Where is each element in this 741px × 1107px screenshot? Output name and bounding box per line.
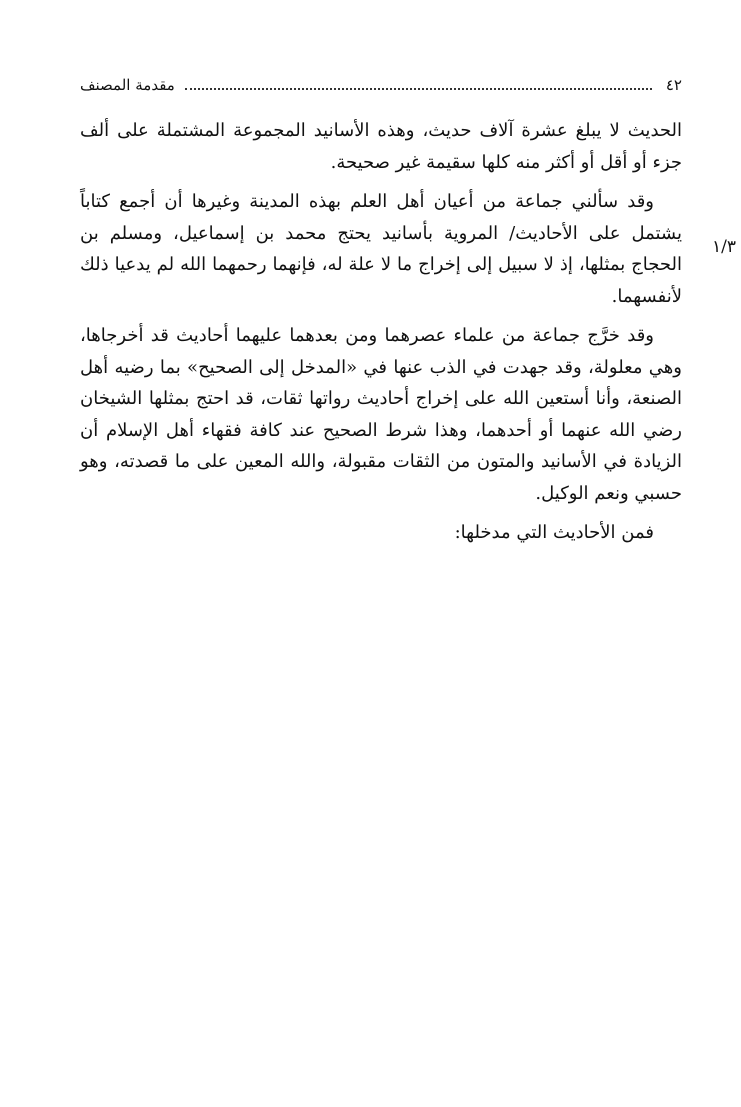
margin-folio-note: ١/٣ [712,237,736,257]
paragraph-1: الحديث لا يبلغ عشرة آلاف حديث، وهذه الأسانيد المجموعة المشتملة على ألف جزء أو أقل أو أكثر منه كلها سقيمة غير صحيحة. [80,120,682,173]
body-text [80,115,682,557]
running-title: مقدمة المصنف [80,76,175,94]
paragraph-4: فمن الأحاديث التي مدخلها: [454,522,654,543]
paragraph-2: وقد سألني جماعة من أعيان أهل العلم بهذه المدينة وغيرها أن أجمع كتاباً يشتمل على الأحاديث/ المروية بأسانيد يحتج محمد بن إسماعيل، ومسلم بن الحجاج بمثلها، إذ لا سبيل إلى إخراج ما لا علة له، فإنهما رحمهما الله لم يدعيا ذلك لأنفسهما. [80,191,682,307]
page-number: ٤٢ [665,76,682,94]
header-dotted-leader [185,88,652,90]
paragraph-3: وقد خرَّج جماعة من علماء عصرهما ومن بعدهما عليهما أحاديث قد أخرجاها، وهي معلولة، وقد جهدت في الذب عنها في «المدخل إلى الصحيح» بما رضيه أهل الصنعة، وأنا أستعين الله على إخراج أحاديث رواتها ثقات، قد احتج بمثلها الشيخان رضي الله عنهما أو أحدهما، وهذا شرط الصحيح عند كافة فقهاء أهل الإسلام أن الزيادة في الأسانيد والمتون من الثقات مقبولة، والله المعين على ما قصدته، وهو حسبي ونعم الوكيل. [80,325,682,504]
page-header [80,70,682,100]
